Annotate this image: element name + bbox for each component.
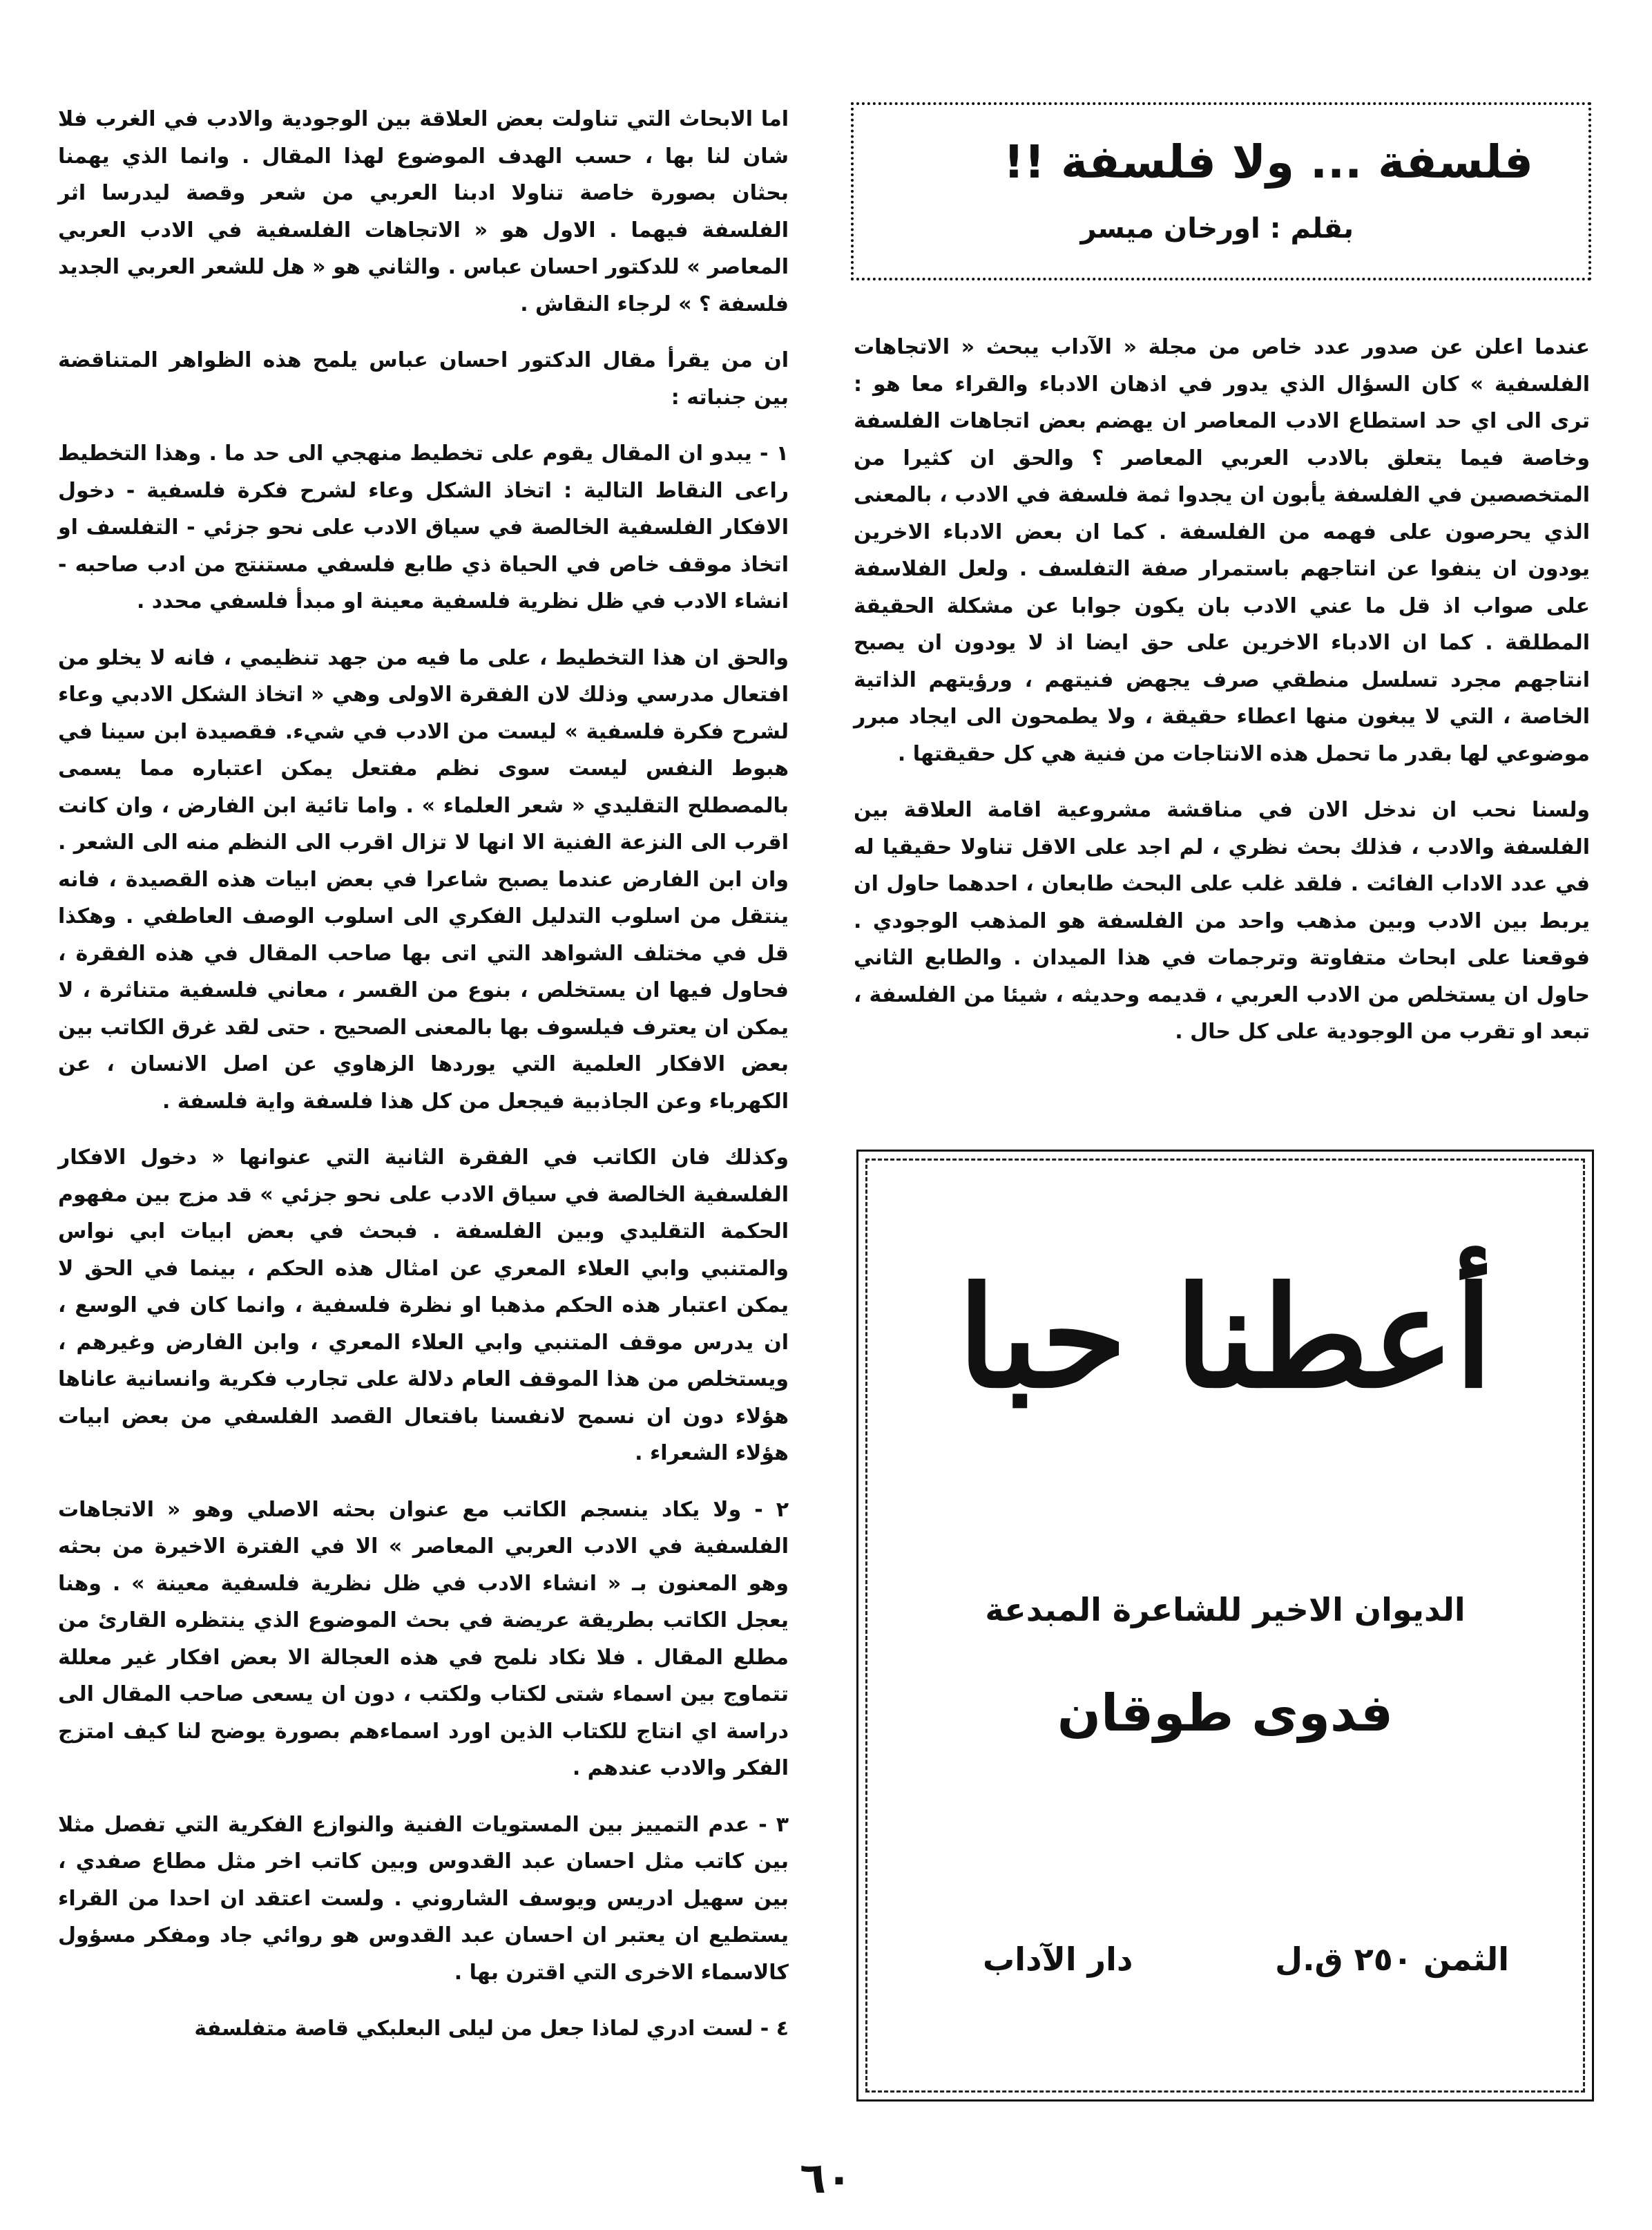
ad-subtitle: الديوان الاخير للشاعرة المبدعة xyxy=(985,1591,1466,1628)
article-title-box xyxy=(851,102,1591,280)
ad-poet-name: فدوى طوقان xyxy=(1057,1684,1394,1743)
ad-book-title: أعطنا حبا xyxy=(957,1257,1493,1419)
book-advertisement xyxy=(856,1150,1594,2102)
ad-publisher: دار الآداب xyxy=(983,1941,1133,1978)
article-paragraph: ١ - يبدو ان المقال يقوم على تخطيط منهجي الى حد ما . وهذا التخطيط راعى النقاط التالية : اتخاذ الشكل وعاء لشرح فكرة فلسفية - دخول الافكار الفلسفية الخالصة في سياق الادب على نحو جزئي - التفلسف او اتخاذ موقف خاص في الحياة ذي طابع فلسفي مستنتج من ادب صاحبه - انشاء الادب في ظل نظرية فلسفية معينة او مبدأ فلسفي محدد . xyxy=(58,441,789,613)
article-title: فلسفة ... ولا فلسفة !! xyxy=(1003,135,1533,189)
article-paragraph: والحق ان هذا التخطيط ، على ما فيه من جهد تنظيمي ، فانه لا يخلو من افتعال مدرسي وذلك لان الفقرة الاولى وهي « اتخاذ الشكل الادبي وعاء لشرح فكرة فلسفية » ليست من الادب في شيء. فقصيدة ابن سينا في هبوط النفس ليست سوى نظم مفتعل يمكن اعتباره مما يسمى بالمصطلح التقليدي « شعر العلماء » . واما تائية ابن الفارض ، وان كانت اقرب الى النزعة الفنية الا انها لا تزال اقرب الى النظم منه الى الشعر . وان ابن الفارض عندما يصبح شاعرا في بعض ابيات هذه القصيدة ، فانه ينتقل من اسلوب التدليل الفكري الى اسلوب الوصف العاطفي . وهكذا قل في مختلف الشواهد التي اتى بها صاحب المقال في هذه الفقرة ، فحاول فيها ان يستخلص ، بنوع من القسر ، معاني فلسفية متناثرة ، لا يمكن ان يعترف فيلسوف بها بالمعنى الصحيح . حتى لقد غرق الكاتب بين بعض الافكار العلمية التي يوردها الزهاوي عن اصل الانسان ، عن الكهرباء وعن الجاذبية فيجعل من كل هذا فلسفة واية فلسفة . xyxy=(58,645,789,1114)
article-paragraph: ان من يقرأ مقال الدكتور احسان عباس يلمح هذه الظواهر المتناقضة بين جنباته : xyxy=(58,348,789,410)
article-paragraph: وكذلك فان الكاتب في الفقرة الثانية التي عنوانها « دخول الافكار الفلسفية الخالصة في سياق الادب على نحو جزئي » قد مزج بين مفهوم الحكمة التقليدي وبين الفلسفة . فبحث في بعض ابيات ابي نواس والمتنبي وابي العلاء المعري عن امثال هذه الحكم ، بينما في الحق لا يمكن اعتبار هذه الحكم مذهبا او نظرة فلسفية ، وانما كان في الوسع ، ان يدرس موقف المتنبي وابي العلاء المعري ، وابن الفارض وغيرهم ، ويستخلص من هذا الموقف العام دلالة على تجارب فكرية وانسانية عاناها هؤلاء دون ان نسمح لانفسنا بافتعال القصد الفلسفي من بعض ابيات هؤلاء الشعراء . xyxy=(58,1145,789,1465)
article-paragraph: ٤ - لست ادري لماذا جعل من ليلى البعلبكي قاصة متفلسفة xyxy=(194,2017,789,2041)
ad-price: الثمن ٢٥٠ ق.ل xyxy=(1275,1941,1509,1978)
article-byline: بقلم : اورخان ميسر xyxy=(1080,213,1354,245)
left-column xyxy=(58,101,789,2067)
article-paragraph: ولسنا نحب ان ندخل الان في مناقشة مشروعية اقامة العلاقة بين الفلسفة والادب ، فذلك بحث نظري ، لم اجد على الاقل تناولا حقيقيا له في عدد الاداب الفائت . فلقد غلب على البحث طابعان ، احدهما حاول ان يربط بين الادب وبين مذهب واحد من الفلسفة هو المذهب الوجودي . فوقعنا على ابحاث متفاوتة وترجمات في هذا الميدان . والطابع الثاني حاول ان يستخلص من الادب العربي ، قديمه وحديثه ، شيئا من الفلسفة ، تبعد او تقرب من الوجودية على كل حال . xyxy=(854,798,1590,1044)
article-paragraph: ٢ - ولا يكاد ينسجم الكاتب مع عنوان بحثه الاصلي وهو « الاتجاهات الفلسفية في الادب العربي المعاصر » الا في الفترة الاخيرة من بحثه وهو المعنون بـ « انشاء الادب في ظل نظرية فلسفية معينة » . وهنا يعجل الكاتب بطريقة عريضة في بحث الموضوع الذي ينتظره القارئ من مطلع المقال . فلا نكاد نلمح في هذه العجالة الا بعض افكار غير معللة تتماوج بين اسماء شتى لكتاب ولكتب ، دون ان يسعى صاحب المقال الى دراسة اي انتاج للكتاب الذين اورد اسماءهم بصورة يوضح لنا كيف امتزج الفكر والادب عندهم . xyxy=(58,1497,789,1780)
article-paragraph: عندما اعلن عن صدور عدد خاص من مجلة « الآداب يبحث « الاتجاهات الفلسفية » كان السؤال الذي يدور في اذهان الادباء والقراء معا هو : ترى الى اي حد استطاع الادب المعاصر ان يهضم بعض اتجاهات الفلسفة وخاصة فيما يتعلق بالادب العربي المعاصر ؟ والحق ان كثيرا من المتخصصين في الفلسفة يأبون ان يجدوا ثمة فلسفة في الادب ، بالمعنى الذي يحرصون على فهمه من الفلسفة . كما ان بعض الادباء الاخرين يودون ان ينفوا عن انتاجهم باستمرار صفة التفلسف . ولعل الفلاسفة على صواب اذ قل ما عني الادب بان يكون جوابا عن مشكلة الحقيقة المطلقة . كما ان الادباء الاخرين على حق ايضا اذ لا يودون ان يصبح انتاجهم مجرد تسلسل منطقي صرف يجهض فنيتهم ، ورؤيتهم الذاتية الخاصة ، التي لا يبغون منها اعطاء حقيقة ، ولا يطمحون الى ايجاد مبرر موضوعي لها بقدر ما تحمل هذه الانتاجات من فنية هي كل حقيقتها . xyxy=(854,335,1590,766)
article-paragraph: ٣ - عدم التمييز بين المستويات الفنية والنوازع الفكرية التي تفصل مثلا بين كاتب مثل احسان عبد القدوس وبين كاتب اخر مثل مطاع صفدي ، بين سهيل ادريس ويوسف الشاروني . ولست اعتقد ان احدا من القراء يستطيع ان يعتبر ان احسان عبد القدوس هو روائي جاد ومفكر مسؤول كالاسماء الاخرى التي اقترن بها . xyxy=(58,1812,789,1985)
article-paragraph: اما الابحاث التي تناولت بعض العلاقة بين الوجودية والادب في الغرب فلا شان لنا بها ، حسب الهدف الموضوع لهذا المقال . وانما الذي يهمنا بحثان بصورة خاصة تناولا ادبنا العربي من شعر وقصة ليدرسا اثر الفلسفة فيهما . الاول هو « الاتجاهات الفلسفية في الادب العربي المعاصر » للدكتور احسان عباس . والثاني هو « هل للشعر العربي الجديد فلسفة ؟ » لرجاء النقاش . xyxy=(58,107,789,316)
right-column xyxy=(854,329,1590,1070)
page-number: ٦٠ xyxy=(800,2153,852,2203)
